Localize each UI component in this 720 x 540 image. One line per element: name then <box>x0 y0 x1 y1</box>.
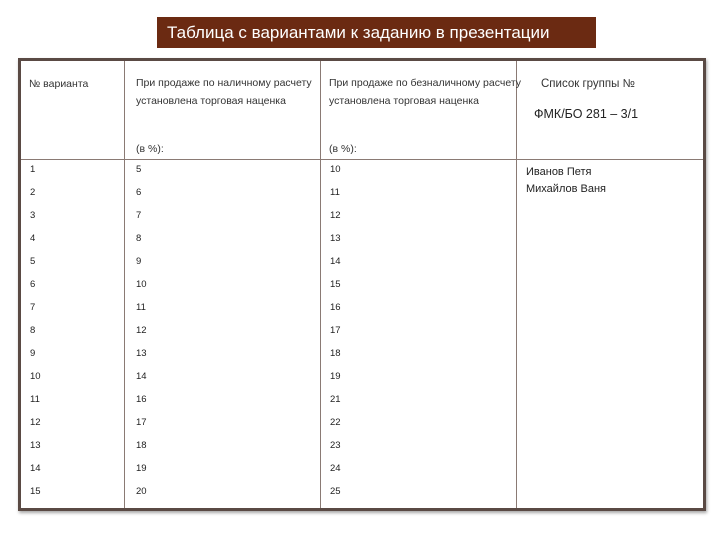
cashless-markup-cell: 16 <box>330 302 341 313</box>
cash-markup-cell: 5 <box>136 164 142 175</box>
header-variant: № варианта <box>29 78 89 90</box>
group-members <box>526 164 606 198</box>
header-cashless-markup: При продаже по безналичному расчету установлена торговая наценка <box>329 77 522 107</box>
cashless-markup-cell: 18 <box>330 348 341 359</box>
column-divider <box>124 61 125 508</box>
cashless-markup-column <box>330 158 341 503</box>
cash-markup-cell: 20 <box>136 486 147 497</box>
cashless-markup-cell: 25 <box>330 486 341 497</box>
cashless-markup-cell: 12 <box>330 210 341 221</box>
cashless-markup-cell: 15 <box>330 279 341 290</box>
member-name: Михайлов Ваня <box>526 183 606 195</box>
cashless-markup-cell: 23 <box>330 440 341 451</box>
variant-cell: 8 <box>30 325 36 336</box>
variant-cell: 13 <box>30 440 41 451</box>
header-cashless-unit: (в %): <box>329 143 357 155</box>
variant-column <box>30 158 41 503</box>
column-divider <box>320 61 321 508</box>
cashless-markup-cell: 19 <box>330 371 341 382</box>
variant-cell: 5 <box>30 256 36 267</box>
slide-title: Таблица с вариантами к заданию в презентации <box>157 17 596 48</box>
cashless-markup-cell: 13 <box>330 233 341 244</box>
cashless-markup-cell: 21 <box>330 394 341 405</box>
variant-cell: 7 <box>30 302 36 313</box>
cash-markup-cell: 6 <box>136 187 142 198</box>
variant-cell: 4 <box>30 233 36 244</box>
cash-markup-cell: 8 <box>136 233 142 244</box>
header-cash-markup: При продаже по наличному расчету установлена торговая наценка <box>136 77 312 107</box>
variant-cell: 14 <box>30 463 41 474</box>
header-cash-unit: (в %): <box>136 143 164 155</box>
variant-cell: 3 <box>30 210 36 221</box>
cashless-markup-cell: 10 <box>330 164 341 175</box>
variant-cell: 10 <box>30 371 41 382</box>
cashless-markup-cell: 24 <box>330 463 341 474</box>
cash-markup-cell: 11 <box>136 302 146 313</box>
variant-cell: 1 <box>30 164 36 175</box>
header-divider <box>21 159 703 160</box>
cashless-markup-cell: 11 <box>330 187 340 198</box>
cash-markup-cell: 14 <box>136 371 147 382</box>
cash-markup-cell: 13 <box>136 348 147 359</box>
variant-cell: 9 <box>30 348 36 359</box>
cash-markup-cell: 19 <box>136 463 147 474</box>
cash-markup-cell: 17 <box>136 417 147 428</box>
header-group-code: ФМК/БО 281 – 3/1 <box>534 107 639 121</box>
variant-cell: 6 <box>30 279 36 290</box>
cash-markup-cell: 10 <box>136 279 147 290</box>
cashless-markup-cell: 14 <box>330 256 341 267</box>
variants-table <box>18 58 706 511</box>
variant-cell: 15 <box>30 486 41 497</box>
member-name: Иванов Петя <box>526 166 592 178</box>
variant-cell: 11 <box>30 394 40 405</box>
cash-markup-cell: 16 <box>136 394 147 405</box>
header-group-list: Список группы № <box>541 78 635 90</box>
variant-cell: 12 <box>30 417 41 428</box>
cash-markup-cell: 12 <box>136 325 147 336</box>
cash-markup-cell: 7 <box>136 210 142 221</box>
cash-markup-column <box>136 158 147 503</box>
variant-cell: 2 <box>30 187 36 198</box>
cash-markup-cell: 18 <box>136 440 147 451</box>
cashless-markup-cell: 22 <box>330 417 341 428</box>
column-divider <box>516 61 517 508</box>
cashless-markup-cell: 17 <box>330 325 341 336</box>
cash-markup-cell: 9 <box>136 256 142 267</box>
